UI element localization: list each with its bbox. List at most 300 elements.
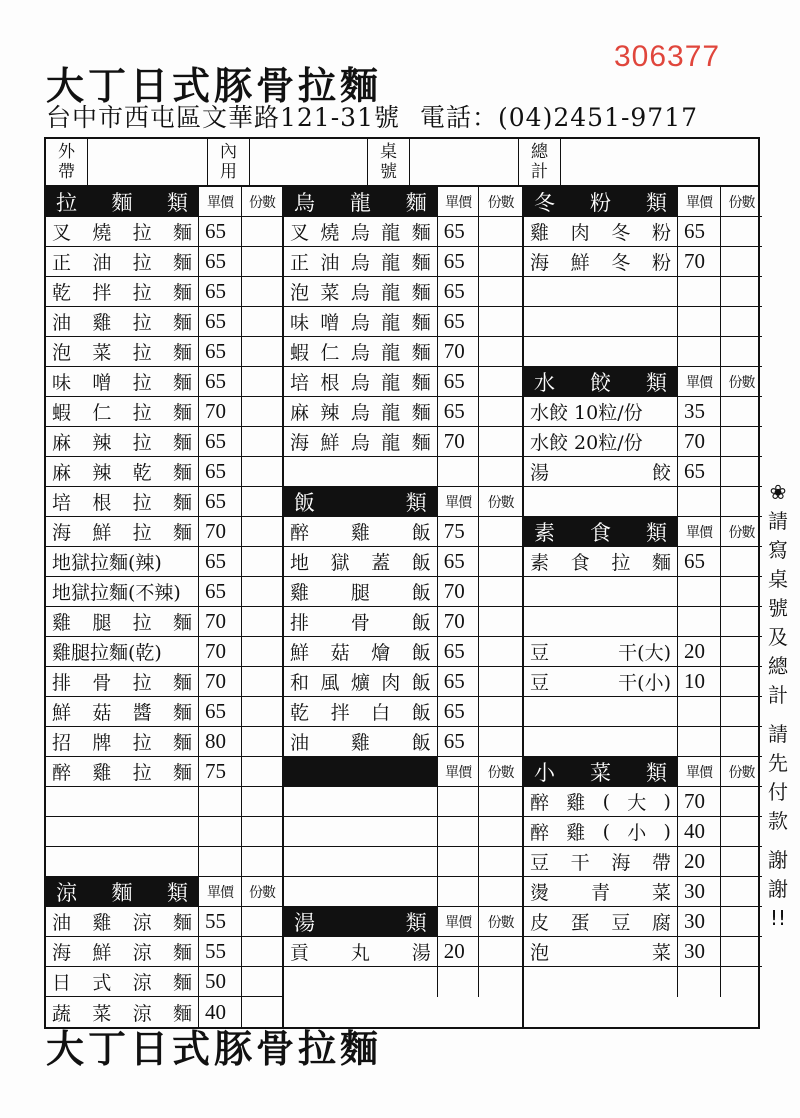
item-price: 65 (438, 277, 480, 306)
qty-input[interactable] (721, 637, 762, 666)
item-price: 65 (199, 217, 242, 246)
menu-item-row (46, 427, 282, 457)
price-cell (438, 457, 480, 486)
qty-input[interactable] (721, 967, 762, 997)
item-name: 麻 辣 烏 龍 麵 (284, 397, 438, 426)
item-name: 海 鮮 拉 麵 (46, 517, 199, 546)
menu-item-row (284, 577, 522, 607)
item-price: 65 (199, 337, 242, 366)
qty-input[interactable] (242, 607, 282, 636)
takeout-label: 外 帶 (46, 139, 88, 185)
total-field[interactable] (561, 139, 758, 185)
price-cell (678, 607, 721, 636)
item-name: 地獄拉麵(不辣) (46, 577, 199, 606)
item-price: 70 (438, 577, 480, 606)
side-note-char: 謝 (768, 877, 788, 901)
side-note (763, 478, 793, 933)
menu-item-row (284, 337, 522, 367)
menu-item-row (46, 307, 282, 337)
price-cell (199, 847, 242, 876)
item-name: 醉 雞 拉 麵 (46, 757, 199, 786)
item-name: 豆 干(小) (524, 667, 678, 696)
item-price: 65 (199, 247, 242, 276)
price-column-label: 單價 (199, 877, 242, 906)
item-price: 70 (678, 247, 721, 276)
item-name: 雞 腿 拉 麵 (46, 607, 199, 636)
order-info-row (44, 137, 760, 185)
category-name: 水 餃 類 (524, 367, 678, 396)
qty-input[interactable] (242, 907, 282, 936)
item-name (284, 877, 438, 906)
qty-input[interactable] (721, 397, 762, 426)
item-name: 素 食 拉 麵 (524, 547, 678, 576)
menu-item-row (524, 547, 762, 577)
item-name: 醉 雞 ( 大 ) (524, 787, 678, 816)
price-cell (678, 487, 721, 516)
item-price: 20 (678, 637, 721, 666)
qty-input[interactable] (721, 337, 762, 366)
qty-input[interactable] (721, 217, 762, 246)
item-name: 醉 雞 飯 (284, 517, 438, 546)
item-price: 65 (438, 727, 480, 756)
qty-input[interactable] (242, 577, 282, 606)
item-name (284, 817, 438, 846)
item-name: 雞 腿 飯 (284, 577, 438, 606)
blank-row (524, 337, 762, 367)
item-price: 65 (199, 487, 242, 516)
qty-input[interactable] (721, 427, 762, 456)
item-name (524, 727, 678, 756)
category-name (284, 757, 438, 786)
menu-item-row (524, 247, 762, 277)
menu-item-row (284, 397, 522, 427)
item-price: 65 (199, 307, 242, 336)
qty-column-label: 份數 (487, 195, 514, 211)
table-number-label: 桌 號 (368, 139, 410, 185)
qty-input[interactable] (242, 247, 282, 276)
menu-item-row (524, 427, 762, 457)
category-header (284, 757, 522, 787)
price-cell (438, 877, 480, 906)
item-price: 65 (438, 547, 480, 576)
item-price: 65 (438, 367, 480, 396)
item-name: 泡 菜 烏 龍 麵 (284, 277, 438, 306)
price-column-label: 單價 (678, 187, 721, 216)
item-price: 30 (678, 937, 721, 966)
item-price: 70 (199, 667, 242, 696)
menu-item-row (524, 877, 762, 907)
qty-input[interactable] (242, 937, 282, 966)
item-name: 湯 餃 (524, 457, 678, 486)
menu-item-row (46, 757, 282, 787)
qty-column-label: 份數 (487, 915, 514, 931)
blank-row (524, 577, 762, 607)
category-name: 涼 麵 類 (46, 877, 199, 906)
item-name: 乾 拌 拉 麵 (46, 277, 199, 306)
category-header (284, 907, 522, 937)
menu-item-row (524, 847, 762, 877)
category-name: 小 菜 類 (524, 757, 678, 786)
qty-input[interactable] (479, 637, 522, 666)
item-price: 65 (438, 307, 480, 336)
price-cell (678, 697, 721, 726)
side-note-char: 及 (768, 625, 788, 649)
item-name: 油 雞 涼 麵 (46, 907, 199, 936)
item-name: 味 噌 拉 麵 (46, 367, 199, 396)
menu-item-row (46, 637, 282, 667)
item-name: 貢 丸 湯 (284, 937, 438, 966)
item-price: 70 (678, 427, 721, 456)
item-price: 65 (199, 277, 242, 306)
price-cell (678, 577, 721, 606)
item-name: 叉 燒 拉 麵 (46, 217, 199, 246)
blank-row (284, 847, 522, 877)
item-name (524, 967, 678, 997)
qty-input[interactable] (479, 847, 522, 876)
item-name (524, 487, 678, 516)
item-price: 65 (678, 457, 721, 486)
qty-input[interactable] (479, 457, 522, 486)
side-note-char: 計 (768, 683, 788, 707)
item-price: 75 (438, 517, 480, 546)
blank-row (46, 787, 282, 817)
qty-input[interactable] (242, 847, 282, 876)
item-price: 65 (678, 547, 721, 576)
category-name: 飯 類 (284, 487, 438, 516)
item-price: 65 (199, 577, 242, 606)
item-price: 20 (678, 847, 721, 876)
qty-input[interactable] (242, 277, 282, 306)
qty-input[interactable] (479, 367, 522, 396)
qty-input[interactable] (242, 787, 282, 816)
item-name: 正 油 拉 麵 (46, 247, 199, 276)
qty-input[interactable] (242, 217, 282, 246)
price-cell (199, 817, 242, 846)
menu-item-row (46, 397, 282, 427)
menu-item-row (46, 457, 282, 487)
item-name: 蔬 菜 涼 麵 (46, 997, 199, 1027)
category-header (524, 367, 762, 397)
qty-input[interactable] (242, 307, 282, 336)
blank-row (46, 847, 282, 877)
qty-input[interactable] (479, 787, 522, 816)
order-serial-number: 306377 (614, 40, 721, 73)
qty-input[interactable] (721, 547, 762, 576)
qty-input[interactable] (242, 457, 282, 486)
item-name: 雞腿拉麵(乾) (46, 637, 199, 666)
menu-item-row (284, 367, 522, 397)
address-line (46, 98, 698, 134)
item-name: 培 根 拉 麵 (46, 487, 199, 516)
menu-item-row (524, 667, 762, 697)
item-name: 地 獄 蓋 飯 (284, 547, 438, 576)
item-price: 65 (199, 367, 242, 396)
menu-column-right (522, 187, 762, 1027)
qty-input[interactable] (479, 727, 522, 756)
item-price: 10 (678, 667, 721, 696)
qty-input[interactable] (242, 697, 282, 726)
item-price: 20 (438, 937, 480, 966)
item-name: 排 骨 飯 (284, 607, 438, 636)
qty-input[interactable] (479, 577, 522, 606)
qty-input[interactable] (479, 247, 522, 276)
item-name: 招 牌 拉 麵 (46, 727, 199, 756)
menu-item-row (524, 787, 762, 817)
qty-input[interactable] (479, 547, 522, 576)
menu-item-row (46, 667, 282, 697)
menu-item-row (46, 697, 282, 727)
menu-item-row (524, 937, 762, 967)
brand-title: 大丁日式豚骨拉麵 (46, 64, 383, 108)
qty-input[interactable] (721, 457, 762, 486)
item-price: 65 (438, 247, 480, 276)
blank-row (284, 817, 522, 847)
qty-column-label: 份數 (728, 765, 755, 781)
qty-column-label: 份數 (249, 885, 275, 901)
menu-item-row (524, 637, 762, 667)
qty-input[interactable] (242, 727, 282, 756)
item-name (284, 787, 438, 816)
item-name (284, 457, 438, 486)
price-cell (678, 337, 721, 366)
qty-input[interactable] (479, 697, 522, 726)
qty-input[interactable] (479, 427, 522, 456)
side-note-char: 寫 (768, 538, 788, 562)
qty-input[interactable] (721, 307, 762, 336)
qty-column-label: 份數 (487, 495, 514, 511)
item-price: 70 (678, 787, 721, 816)
menu-item-row (46, 937, 282, 967)
item-price: 70 (438, 337, 480, 366)
qty-input[interactable] (479, 877, 522, 906)
item-name: 海 鮮 冬 粉 (524, 247, 678, 276)
qty-input[interactable] (242, 967, 282, 996)
item-name: 油 雞 飯 (284, 727, 438, 756)
item-name (46, 787, 199, 816)
qty-input[interactable] (721, 727, 762, 756)
qty-input[interactable] (721, 277, 762, 306)
item-name: 豆 干 海 帶 (524, 847, 678, 876)
qty-input[interactable] (242, 517, 282, 546)
menu-item-row (46, 577, 282, 607)
item-price: 70 (438, 607, 480, 636)
address: 台中市西屯區文華路121-31號 (46, 103, 400, 132)
item-name: 麻 辣 拉 麵 (46, 427, 199, 456)
qty-input[interactable] (242, 667, 282, 696)
menu-item-row (284, 247, 522, 277)
category-name: 拉 麵 類 (46, 187, 199, 216)
category-header (284, 487, 522, 517)
qty-input[interactable] (721, 487, 762, 516)
qty-input[interactable] (721, 607, 762, 636)
qty-input[interactable] (721, 697, 762, 726)
menu-item-row (46, 547, 282, 577)
item-name: 醉 雞 ( 小 ) (524, 817, 678, 846)
menu-item-row (524, 907, 762, 937)
menu-item-row (524, 457, 762, 487)
price-column-label: 單價 (678, 757, 721, 786)
price-column-label: 單價 (438, 187, 480, 216)
qty-input[interactable] (479, 517, 522, 546)
category-name: 烏 龍 麵 (284, 187, 438, 216)
side-note-char: 款 (768, 809, 788, 833)
qty-input[interactable] (479, 937, 522, 966)
qty-input[interactable] (721, 817, 762, 846)
price-column-label: 單價 (678, 517, 721, 546)
menu-item-row (284, 727, 522, 757)
item-name: 叉 燒 烏 龍 麵 (284, 217, 438, 246)
blank-row (524, 967, 762, 997)
price-cell (438, 817, 480, 846)
qty-column-label: 份數 (728, 375, 755, 391)
menu-item-row (284, 307, 522, 337)
price-column-label: 單價 (199, 187, 242, 216)
category-name: 素 食 類 (524, 517, 678, 546)
menu-item-row (46, 907, 282, 937)
qty-input[interactable] (721, 877, 762, 906)
item-name: 麻 辣 乾 麵 (46, 457, 199, 486)
price-column-label: 單價 (678, 367, 721, 396)
qty-input[interactable] (242, 427, 282, 456)
price-cell (678, 967, 721, 997)
qty-input[interactable] (479, 397, 522, 426)
item-price: 80 (199, 727, 242, 756)
price-cell (678, 277, 721, 306)
item-price: 70 (199, 607, 242, 636)
takeout-field[interactable] (88, 139, 208, 185)
qty-input[interactable] (721, 247, 762, 276)
qty-input[interactable] (242, 367, 282, 396)
item-name: 排 骨 拉 麵 (46, 667, 199, 696)
price-column-label: 單價 (438, 757, 480, 786)
item-name: 蝦 仁 拉 麵 (46, 397, 199, 426)
qty-column-label: 份數 (728, 525, 755, 541)
item-price: 40 (199, 997, 242, 1027)
item-name: 燙 青 菜 (524, 877, 678, 906)
side-note-char: 請 (768, 722, 788, 746)
item-price: 50 (199, 967, 242, 996)
qty-input[interactable] (242, 397, 282, 426)
item-name: 泡 菜 (524, 937, 678, 966)
phone-number: (04)2451-9717 (498, 103, 699, 132)
qty-input[interactable] (479, 337, 522, 366)
dine-in-field[interactable] (250, 139, 368, 185)
phone-label: 電話： (419, 103, 498, 132)
table-number-field[interactable] (410, 139, 519, 185)
menu-item-row (46, 337, 282, 367)
item-price: 65 (199, 697, 242, 726)
menu-item-row (46, 967, 282, 997)
price-cell (678, 307, 721, 336)
menu-item-row (284, 697, 522, 727)
item-name (524, 697, 678, 726)
qty-input[interactable] (242, 757, 282, 786)
item-name: 培 根 烏 龍 麵 (284, 367, 438, 396)
qty-column-label: 份數 (487, 765, 514, 781)
item-price: 70 (199, 397, 242, 426)
item-price: 30 (678, 877, 721, 906)
item-price: 55 (199, 937, 242, 966)
qty-input[interactable] (242, 547, 282, 576)
item-name: 乾 拌 白 飯 (284, 697, 438, 726)
item-price: 75 (199, 757, 242, 786)
item-name (284, 967, 438, 997)
item-name (46, 817, 199, 846)
menu-item-row (46, 487, 282, 517)
menu-item-row (284, 217, 522, 247)
qty-input[interactable] (242, 337, 282, 366)
blank-row (524, 727, 762, 757)
blank-row (46, 817, 282, 847)
side-note-char: 謝 (768, 848, 788, 872)
item-price: 35 (678, 397, 721, 426)
menu-item-row (284, 937, 522, 967)
price-cell (438, 967, 480, 997)
menu-item-row (46, 607, 282, 637)
qty-input[interactable] (479, 307, 522, 336)
menu-grid (44, 185, 760, 1029)
menu-item-row (46, 247, 282, 277)
item-name (524, 607, 678, 636)
qty-input[interactable] (721, 577, 762, 606)
qty-input[interactable] (721, 907, 762, 936)
category-header (524, 517, 762, 547)
item-name: 海 鮮 烏 龍 麵 (284, 427, 438, 456)
qty-input[interactable] (242, 817, 282, 846)
item-price: 65 (438, 637, 480, 666)
price-cell (438, 847, 480, 876)
qty-input[interactable] (721, 847, 762, 876)
item-price: 65 (199, 427, 242, 456)
item-name: 鮮 菇 燴 飯 (284, 637, 438, 666)
menu-item-row (524, 817, 762, 847)
item-name: 豆 干(大) (524, 637, 678, 666)
qty-input[interactable] (479, 817, 522, 846)
qty-input[interactable] (242, 637, 282, 666)
item-name: 蝦 仁 烏 龍 麵 (284, 337, 438, 366)
item-name: 雞 肉 冬 粉 (524, 217, 678, 246)
total-label: 總 計 (519, 139, 561, 185)
qty-input[interactable] (479, 217, 522, 246)
category-header (46, 187, 282, 217)
item-name (524, 337, 678, 366)
menu-item-row (46, 517, 282, 547)
item-name: 海 鮮 涼 麵 (46, 937, 199, 966)
item-price: 40 (678, 817, 721, 846)
item-price: 65 (199, 457, 242, 486)
qty-input[interactable] (721, 937, 762, 966)
category-name: 冬 粉 類 (524, 187, 678, 216)
menu-item-row (284, 607, 522, 637)
item-name: 日 式 涼 麵 (46, 967, 199, 996)
menu-item-row (46, 277, 282, 307)
category-header (524, 187, 762, 217)
qty-input[interactable] (479, 607, 522, 636)
side-note-char: 號 (768, 596, 788, 620)
qty-input[interactable] (479, 667, 522, 696)
item-price: 65 (199, 547, 242, 576)
qty-input[interactable] (479, 967, 522, 997)
qty-input[interactable] (721, 667, 762, 696)
qty-input[interactable] (242, 487, 282, 516)
item-name: 和 風 爌 肉 飯 (284, 667, 438, 696)
qty-input[interactable] (721, 787, 762, 816)
menu-item-row (284, 427, 522, 457)
blank-row (524, 697, 762, 727)
menu-item-row (284, 667, 522, 697)
item-name: 皮 蛋 豆 腐 (524, 907, 678, 936)
qty-input[interactable] (479, 277, 522, 306)
